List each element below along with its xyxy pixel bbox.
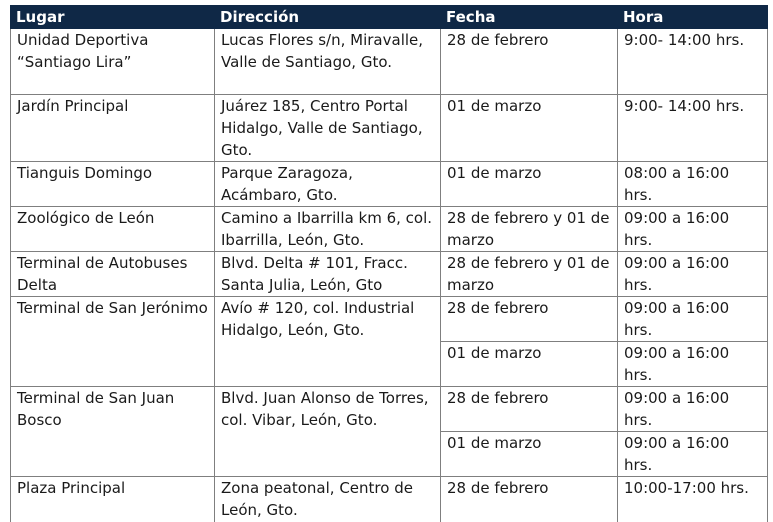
table-row — [11, 207, 768, 252]
cell-lugar: Unidad Deportiva “Santiago Lira” — [11, 29, 215, 95]
cell-fecha: 01 de marzo — [441, 162, 618, 207]
cell-fecha: 28 de febrero y 01 de marzo — [441, 207, 618, 252]
cell-direccion: Avío # 120, col. Industrial Hidalgo, León, Gto. — [215, 297, 441, 387]
table-row — [11, 252, 768, 297]
cell-hora: 08:00 a 16:00 hrs. — [618, 162, 768, 207]
header-direccion: Dirección — [215, 6, 441, 29]
cell-fecha: 28 de febrero y 01 de marzo — [441, 252, 618, 297]
table-header-row — [11, 6, 768, 29]
cell-lugar: Terminal de San Jerónimo — [11, 297, 215, 387]
cell-hora: 9:00- 14:00 hrs. — [618, 95, 768, 162]
cell-direccion: Parque Zaragoza, Acámbaro, Gto. — [215, 162, 441, 207]
cell-fecha: 28 de febrero — [441, 477, 618, 522]
cell-hora: 09:00 a 16:00 hrs. — [618, 207, 768, 252]
table-row — [11, 95, 768, 162]
cell-hora: 9:00- 14:00 hrs. — [618, 29, 768, 95]
cell-lugar: Terminal de San Juan Bosco — [11, 387, 215, 477]
header-hora: Hora — [618, 6, 768, 29]
cell-hora: 09:00 a 16:00 hrs. — [618, 252, 768, 297]
cell-direccion: Blvd. Juan Alonso de Torres, col. Vibar, León, Gto. — [215, 387, 441, 477]
cell-hora: 09:00 a 16:00 hrs. — [618, 342, 768, 387]
cell-lugar: Jardín Principal — [11, 95, 215, 162]
cell-lugar: Plaza Principal — [11, 477, 215, 522]
cell-fecha: 28 de febrero — [441, 387, 618, 432]
cell-lugar: Zoológico de León — [11, 207, 215, 252]
cell-hora: 10:00-17:00 hrs. — [618, 477, 768, 522]
cell-hora: 09:00 a 16:00 hrs. — [618, 432, 768, 477]
header-fecha: Fecha — [441, 6, 618, 29]
table-row — [11, 387, 768, 432]
cell-lugar: Terminal de Autobuses Delta — [11, 252, 215, 297]
cell-direccion: Camino a Ibarrilla km 6, col. Ibarrilla, León, Gto. — [215, 207, 441, 252]
cell-direccion: Lucas Flores s/n, Miravalle, Valle de Santiago, Gto. — [215, 29, 441, 95]
cell-fecha: 01 de marzo — [441, 432, 618, 477]
cell-fecha: 28 de febrero — [441, 297, 618, 342]
cell-direccion: Blvd. Delta # 101, Fracc. Santa Julia, León, Gto — [215, 252, 441, 297]
cell-direccion: Juárez 185, Centro Portal Hidalgo, Valle de Santiago, Gto. — [215, 95, 441, 162]
cell-direccion: Zona peatonal, Centro de León, Gto. — [215, 477, 441, 522]
cell-fecha: 28 de febrero — [441, 29, 618, 95]
table-row — [11, 477, 768, 522]
schedule-table — [10, 5, 768, 522]
table-row — [11, 29, 768, 95]
table-row — [11, 297, 768, 342]
table-row — [11, 162, 768, 207]
cell-fecha: 01 de marzo — [441, 95, 618, 162]
cell-lugar: Tianguis Domingo — [11, 162, 215, 207]
cell-hora: 09:00 a 16:00 hrs. — [618, 387, 768, 432]
header-lugar: Lugar — [11, 6, 215, 29]
cell-hora: 09:00 a 16:00 hrs. — [618, 297, 768, 342]
cell-fecha: 01 de marzo — [441, 342, 618, 387]
